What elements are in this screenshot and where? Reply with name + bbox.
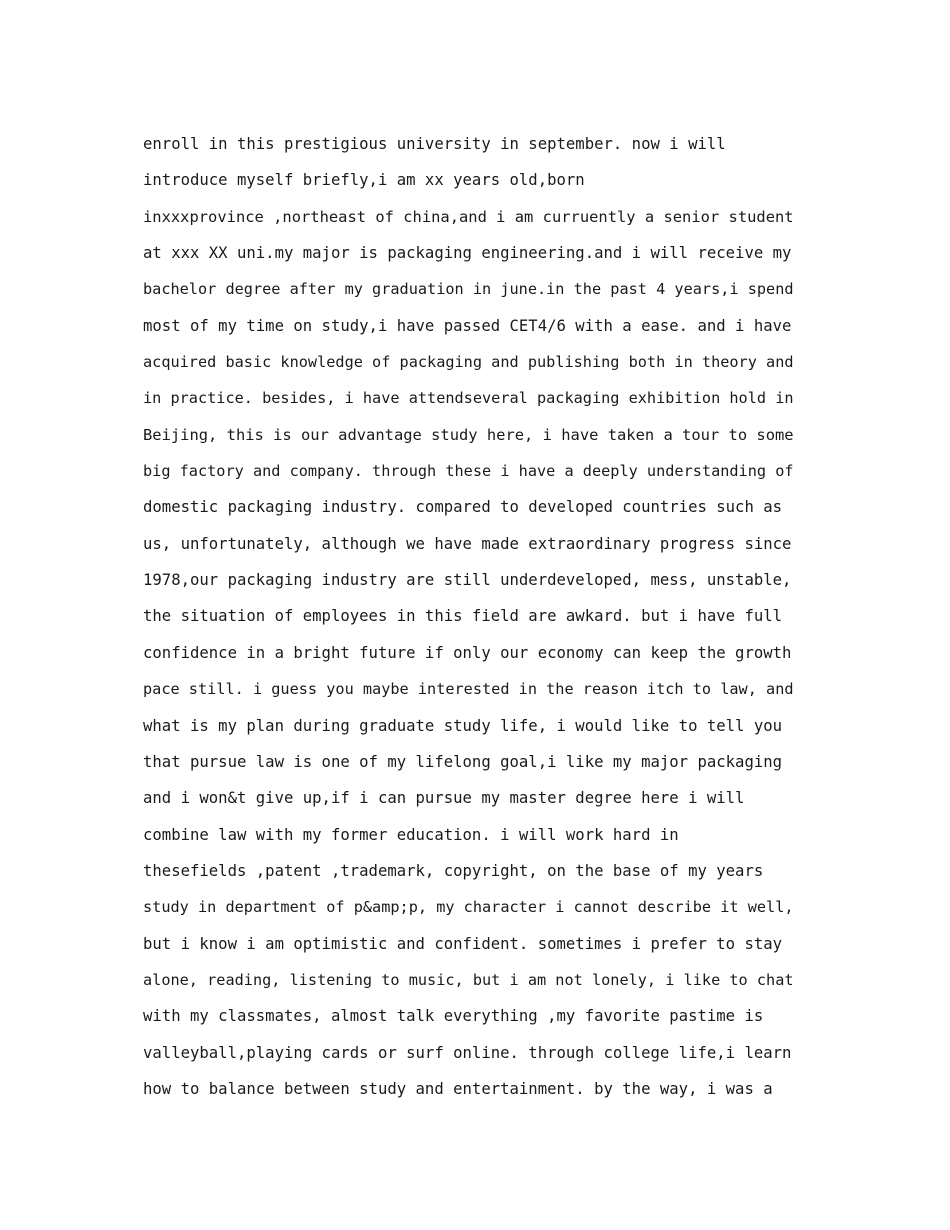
text-line: what is my plan during graduate study life, i would like to tell you xyxy=(143,716,783,735)
text-line: thesefields ,patent ,trademark, copyright, on the base of my years xyxy=(143,861,764,880)
text-line: most of my time on study,i have passed CET4/6 with a ease. and i have xyxy=(143,316,792,335)
text-line: combine law with my former education. i will work hard in xyxy=(143,825,679,844)
text-line: Beijing, this is our advantage study here, i have taken a tour to some xyxy=(143,425,794,444)
text-line: inxxxprovince ,northeast of china,and i am curruently a senior student xyxy=(143,207,794,226)
text-line: alone, reading, listening to music, but i am not lonely, i like to chat xyxy=(143,970,794,989)
body-text xyxy=(143,126,823,1107)
text-line: how to balance between study and entertainment. by the way, i was a xyxy=(143,1079,773,1098)
text-line: but i know i am optimistic and confident. sometimes i prefer to stay xyxy=(143,934,783,953)
text-line: at xxx XX uni.my major is packaging engineering.and i will receive my xyxy=(143,244,792,263)
text-line: in practice. besides, i have attendseveral packaging exhibition hold in xyxy=(143,389,794,408)
text-line: study in department of p&amp;p, my character i cannot describe it well, xyxy=(143,898,794,917)
text-line: the situation of employees in this field are awkard. but i have full xyxy=(143,607,783,626)
text-line: domestic packaging industry. compared to developed countries such as xyxy=(143,498,783,517)
text-line: acquired basic knowledge of packaging and publishing both in theory and xyxy=(143,353,794,372)
text-line: introduce myself briefly,i am xx years old,born xyxy=(143,171,585,190)
text-line: us, unfortunately, although we have made extraordinary progress since xyxy=(143,534,792,553)
text-line: that pursue law is one of my lifelong goal,i like my major packaging xyxy=(143,752,783,771)
text-line: enroll in this prestigious university in september. now i will xyxy=(143,135,726,153)
text-line: 1978,our packaging industry are still underdeveloped, mess, unstable, xyxy=(143,571,792,590)
text-line: valleyball,playing cards or surf online. through college life,i learn xyxy=(143,1043,792,1062)
text-line: with my classmates, almost talk everything ,my favorite pastime is xyxy=(143,1007,764,1026)
text-line: big factory and company. through these i have a deeply understanding of xyxy=(143,462,794,481)
text-line: bachelor degree after my graduation in june.in the past 4 years,i spend xyxy=(143,280,794,299)
text-line: and i won&t give up,if i can pursue my master degree here i will xyxy=(143,789,745,808)
text-line: pace still. i guess you maybe interested in the reason itch to law, and xyxy=(143,680,794,699)
text-line: confidence in a bright future if only our economy can keep the growth xyxy=(143,643,792,662)
